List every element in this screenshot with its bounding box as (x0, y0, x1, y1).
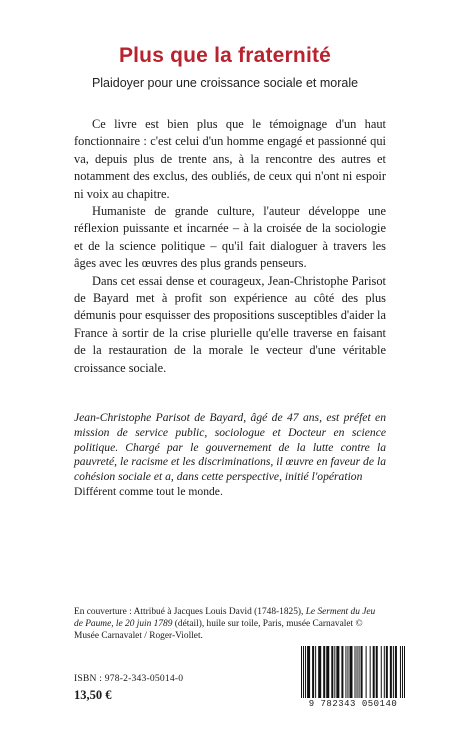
blurb-paragraph-1: Ce livre est bien plus que le témoignage d'un haut fonctionnaire : c'est celui d'un homme engagé et passionné qui va, depuis plus de trente ans, à la rencontre des autres et notamment des exclus, des oubliés, de ceux qui n'ont ni espoir ni voix au chapitre. (74, 117, 386, 201)
author-bio-operation: Différent comme tout le monde. (74, 484, 223, 498)
cover-credit-work-title: Le Serment du Jeu de Paume, le 20 juin 1789 (74, 607, 376, 630)
barcode-bar (366, 646, 367, 698)
barcode-bar (303, 646, 304, 698)
book-subtitle: Plaidoyer pour une croissance sociale et morale (91, 76, 359, 90)
barcode-bar (312, 646, 314, 698)
barcode-bar (357, 646, 358, 698)
barcode-bar (386, 646, 388, 698)
barcode-bar (381, 646, 382, 698)
barcode-bar (345, 646, 346, 698)
blurb (74, 116, 386, 377)
barcode-bar (400, 646, 401, 698)
barcode-bar (393, 646, 394, 698)
barcode-bar (307, 646, 310, 698)
author-bio (74, 411, 386, 500)
barcode-bar (347, 646, 348, 698)
barcode-bar (376, 646, 378, 698)
blurb-paragraph-3: Dans cet essai dense et courageux, Jean-Christophe Parisot de Bayard met à profit son expérience au côté des plus démunis pour esquisser des propositions susceptibles d'aider la France à sortir de la crise plurielle qu'elle traverse en faisant de la restauration de la morale le vecteur d'une véritable croissance sociale. (74, 273, 386, 375)
cover-credit-suffix: (détail), huile sur toile, Paris, musée Carnavalet © Musée Carnavalet / Roger-Viollet. (74, 619, 363, 642)
barcode-bar (301, 646, 302, 698)
barcode-bar (349, 646, 352, 698)
barcode-digits: 9 782343 050140 (308, 699, 398, 709)
price: 13,50 € (74, 688, 112, 702)
barcode-bars (293, 646, 413, 698)
barcode-bar (318, 646, 321, 698)
barcode-bar (361, 646, 363, 698)
cover-credit (74, 606, 386, 643)
barcode-bar (336, 646, 339, 698)
barcode-bar (390, 646, 392, 698)
isbn: ISBN : 978-2-343-05014-0 (74, 673, 184, 684)
barcode-bar (359, 646, 360, 698)
barcode-bar (331, 646, 333, 698)
barcode-bar (315, 646, 316, 698)
barcode-bar (373, 646, 375, 698)
barcode-bar (384, 646, 385, 698)
barcode-bar (370, 646, 371, 698)
book-title: Plus que la fraternité (118, 44, 332, 67)
barcode-bar (341, 646, 343, 698)
barcode-bar (355, 646, 356, 698)
barcode-bar (404, 646, 405, 698)
barcode-bar (326, 646, 329, 698)
author-bio-text: Jean-Christophe Parisot de Bayard, âgé de 47 ans, est préfet en mission de service public, sociologue et Docteur en science politique. Chargé par le gouvernement de la lutte contre la pauvreté, le racisme et les discriminations, il œuvre en faveur de la cohésion sociale et a, dans cette perspective, initié l'opération (74, 411, 386, 484)
barcode-bar (323, 646, 325, 698)
barcode-bar (305, 646, 306, 698)
cover-credit-prefix: En couverture : Attribué à Jacques Louis David (1748-1825), (74, 607, 306, 617)
barcode-bar (334, 646, 335, 698)
barcode-bar (395, 646, 397, 698)
barcode-bar (402, 646, 403, 698)
blurb-paragraph-2: Humaniste de grande culture, l'auteur développe une réflexion puissante et incarnée – à la croisée de la sociologie et de la science politique – qu'il fait dialoguer à travers les âges avec les œuvres des plus grands penseurs. (74, 204, 386, 271)
